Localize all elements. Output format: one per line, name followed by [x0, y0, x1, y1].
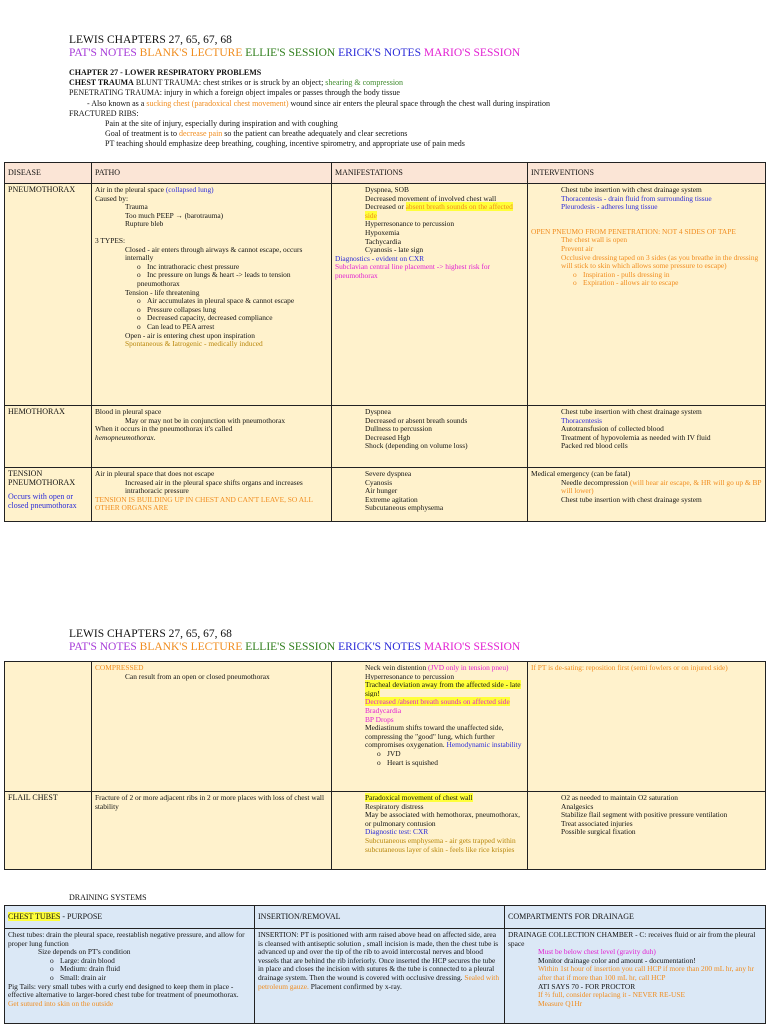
- goal-post: so the patient can breathe adequately and clear secretions: [222, 129, 408, 139]
- size-item: o Small: drain air: [50, 972, 106, 982]
- below-chest: Must be below chest level (gravity duh): [538, 947, 656, 957]
- cause-item: Too much PEEP → (barotrauma): [125, 210, 224, 220]
- desat-note: If PT is de-sating: reposition first (semi fowlers or on injured side): [531, 663, 728, 672]
- patho-line: [95, 186, 328, 195]
- manifestation-item: [335, 681, 524, 698]
- size-item-text: Small: drain air: [60, 972, 106, 982]
- notes-legend: [69, 47, 520, 60]
- patho-a: Air in the pleural space: [95, 185, 166, 194]
- legend-mario: MARIO'S SESSION: [423, 47, 521, 59]
- patho-item: When it occurs in the pneumothorax it's called: [95, 424, 233, 434]
- fractured-ribs-line: FRACTURED RIBS:: [69, 108, 139, 118]
- measure-note: Measure Q1Hr: [538, 998, 583, 1008]
- row-hemothorax: [5, 406, 766, 468]
- intervention-item: Chest tube insertion with chest drainage system: [561, 494, 702, 504]
- subcutaneous-emphysema: Subcutaneous emphysema - air gets trapped within subcutaneous layer of skin - feels like rice krispies: [365, 835, 516, 854]
- closed-type: Closed - air enters through airways & cannot escape, occurs internally: [125, 244, 303, 263]
- col-header-insertion: INSERTION/REMOVAL: [255, 906, 505, 929]
- spontaneous-type: Spontaneous & Iatrogenic - medically induced: [125, 339, 263, 349]
- manifestation-item: Hypoxemia: [365, 227, 400, 237]
- shearing-text: shearing & compression: [325, 78, 404, 88]
- tension-sub-text: Decreased capacity, decreased compliance: [147, 313, 273, 323]
- interventions-pneumothorax: [528, 184, 766, 406]
- intervention-item: Chest tube insertion with chest drainage system: [561, 185, 702, 194]
- draining-systems-title: DRAINING SYSTEMS: [69, 893, 147, 902]
- tension-sub: o Pressure collapses lung: [137, 304, 216, 314]
- chapter-heading: CHAPTER 27 - LOWER RESPIRATORY PROBLEMS: [69, 68, 262, 77]
- manifestation-item: May be associated with hemothorax, pneumothorax, or pulmonary contusion: [365, 810, 520, 828]
- closed-sub-text: Inc pressure on lungs & heart -> leads to tension pneumothorax: [137, 270, 291, 288]
- compressed: COMPRESSED: [95, 663, 144, 672]
- open-pneumo-item: Prevent air: [561, 243, 594, 253]
- cause-item: Trauma: [125, 202, 148, 212]
- col-header-compartments: COMPARTMENTS FOR DRAINAGE: [505, 906, 766, 929]
- manifestation-item: Dullness to percussion: [365, 424, 432, 434]
- sucking-chest-line: [69, 99, 749, 109]
- doc-title: LEWIS CHAPTERS 27, 65, 67, 68: [69, 34, 232, 46]
- compartments-drainage: [505, 929, 766, 1024]
- manifestation-item: [335, 698, 524, 707]
- row-tension-pneumothorax: [5, 468, 766, 522]
- tension-name: TENSION PNEUMOTHORAX: [8, 469, 76, 487]
- size-text: Size depends on PT's condition: [38, 947, 131, 957]
- tension-type: Tension - life threatening: [125, 287, 200, 297]
- manifestation-item: Shock (depending on volume loss): [365, 441, 468, 451]
- diagnostic-test: Diagnostic test: CXR: [365, 827, 429, 837]
- disease-pneumothorax: PNEUMOTHORAX: [5, 184, 92, 406]
- manifestations-tension: [332, 468, 528, 522]
- insertion-removal: [255, 929, 505, 1024]
- col-header-manifestations: MANIFESTATIONS: [332, 163, 528, 184]
- absent-breath-highlight: Decreased /absent breath sounds on affected side: [365, 697, 510, 707]
- insertion-main: INSERTION: PT is positioned with arm raised above head on affected side, area is cleansed with antiseptic solution , small incision is made, then the chest tube is advanced up and over the tip of the rib to avoid intercostal nerves and blood vessels that are behind the rib inferiorly. Once inserted the HCP secures the tube in place and closes the incision with sutures & the tube is connected to a pleural drainage system. Then the wound is covered with occlusive dressing.: [258, 930, 499, 982]
- manifestation-item: Decreased movement of involved chest wall: [365, 193, 497, 203]
- collection-chamber: DRAINAGE COLLECTION CHAMBER - C: receives fluid or air from the pleural space: [508, 930, 756, 948]
- intervention-item: Medical emergency (can be fatal): [531, 469, 631, 478]
- tension-sub-text: Can lead to PEA arrest: [147, 321, 215, 331]
- open-pneumo-sub: o Expiration - allows air to escape: [573, 278, 679, 288]
- tracheal-deviation: Tracheal deviation away from the affected side - late sign!: [365, 680, 521, 698]
- legend-pat: PAT'S NOTES: [69, 47, 137, 59]
- interventions-cont: [528, 662, 766, 792]
- penetrating-line: PENETRATING TRAUMA: injury in which a foreign object impales or passes through the body tissue: [69, 88, 400, 98]
- col-header-disease: DISEASE: [5, 163, 92, 184]
- tension-sub: o Air accumulates in pleural space & cannot escape: [137, 296, 295, 306]
- sucking-pre: - Also known as a: [87, 98, 147, 108]
- closed-sub: o Inc intrathoracic chest pressure: [137, 261, 240, 271]
- open-pneumo-sub: o Inspiration - pulls dressing in: [573, 269, 670, 279]
- size-item-text: Medium: drain fluid: [60, 964, 120, 974]
- row-tension-continued: [5, 662, 766, 792]
- disease-flail-chest: FLAIL CHEST: [5, 792, 92, 870]
- patho-item: May or may not be in conjunction with pneumothorax: [125, 415, 286, 425]
- open-type: Open - air is entering chest upon inspiration: [125, 330, 255, 340]
- row-flail-chest: [5, 792, 766, 870]
- manifestation-item: Hyperresonance to percussion: [365, 219, 455, 229]
- monitor-drainage: Monitor drainage color and amount - documentation!: [538, 955, 696, 965]
- disease-tension: [5, 468, 92, 522]
- legend-ellie: ELLIE'S SESSION: [245, 47, 336, 59]
- chest-trauma-text: BLUNT TRAUMA: chest strikes or is struck by an object;: [133, 78, 326, 88]
- diagnostics: Diagnostics - evident on CXR: [335, 253, 425, 263]
- manifestation-item: Respiratory distress: [365, 801, 424, 811]
- goal-pre: Goal of treatment is to: [105, 129, 179, 139]
- draining-table: [4, 905, 766, 1024]
- mediastinum-shift: Mediastinum shifts toward the unaffected side, compressing the "good" lung, which further compromises oxygenation.: [365, 723, 504, 750]
- manifestation-item: Extreme agitation: [365, 494, 418, 504]
- manifestations-pneumothorax: [332, 184, 528, 406]
- disease-hemothorax: HEMOTHORAX: [5, 406, 92, 468]
- manifestation-item: Tachycardia: [365, 236, 401, 246]
- manifestation-item: [335, 724, 524, 750]
- manifestation-sub: o JVD: [377, 748, 401, 758]
- legend-erick: ERICK'S NOTES: [338, 641, 421, 653]
- purpose-text: Chest tubes: drain the pleural space, reestablish negative pressure, and allow for proper lung function: [8, 930, 245, 948]
- sub-text: Heart is squished: [387, 757, 438, 767]
- draining-row: [5, 929, 766, 1024]
- page-header: [69, 34, 520, 60]
- manifestation-item: Decreased or absent breath sounds: [365, 415, 468, 425]
- cause-item: Rupture bleb: [125, 219, 164, 229]
- manifestation-item: [335, 203, 524, 220]
- manifestation-sub: o Heart is squished: [377, 757, 438, 767]
- purpose-label: - PURPOSE: [60, 911, 103, 921]
- petroleum-gauze: Sealed with petroleum gauze.: [258, 972, 500, 991]
- tension-sub-text: Air accumulates in pleural space & cannot escape: [147, 296, 295, 306]
- manifestation-item: Subcutaneous emphysema: [365, 503, 444, 513]
- legend-mario: MARIO'S SESSION: [423, 641, 521, 653]
- intervention-item: Analgesics: [561, 801, 594, 811]
- pleurodesis: Pleurodesis - adheres lung tissue: [561, 202, 658, 212]
- tension-note: Occurs with open or closed pneumothorax: [8, 492, 77, 510]
- intervention-item: Possible surgical fixation: [561, 827, 636, 837]
- size-item: o Medium: drain fluid: [50, 964, 120, 974]
- open-pneumo-sub-text: Expiration - allows air to escape: [583, 278, 679, 288]
- manifestation-item: Severe dyspnea: [365, 469, 412, 478]
- chest-trauma-label: CHEST TRAUMA: [69, 78, 134, 88]
- patho-pneumothorax: [92, 184, 332, 406]
- intervention-item: Autotransfusion of collected blood: [561, 424, 664, 434]
- legend-blank: BLANK'S LECTURE: [139, 47, 243, 59]
- needle-decomp: Needle decompression: [561, 477, 630, 487]
- manifestation-item: Dyspnea, SOB: [365, 185, 409, 194]
- legend-pat: PAT'S NOTES: [69, 641, 137, 653]
- replace-note: If ⅔ full, consider replacing it - NEVER RE-USE: [538, 990, 685, 1000]
- draining-header-row: [5, 906, 766, 929]
- intro-section: [69, 68, 749, 150]
- patho-item: Can result from an open or closed pneumothorax: [125, 671, 270, 681]
- manifestation-item: Decreased Hgb: [365, 432, 411, 442]
- intervention-item: Packed red blood cells: [561, 441, 628, 451]
- pain-line: Pain at the site of injury, especially during inspiration and with coughing: [105, 119, 338, 129]
- notes-legend: [69, 641, 520, 654]
- manifestation-item: Cyanosis: [365, 477, 393, 487]
- tension-building: TENSION IS BUILDING UP IN CHEST AND CAN'T LEAVE, SO ALL OTHER ORGANS ARE: [95, 494, 313, 513]
- goal-line: [69, 129, 749, 139]
- patho-item: Air in pleural space that does not escape: [95, 469, 215, 478]
- types-heading: 3 TYPES:: [95, 235, 126, 245]
- hemodynamic-instability: Hemodynamic instability: [446, 740, 522, 750]
- interventions-flail-chest: [528, 792, 766, 870]
- caused-by: Caused by:: [95, 193, 129, 203]
- disease-table: [4, 162, 766, 522]
- bradycardia: Bradycardia: [365, 705, 402, 715]
- goal-orange: decrease pain: [178, 129, 223, 139]
- tension-sub-text: Pressure collapses lung: [147, 304, 216, 314]
- sucking-post: wound since air enters the pleural space through the chest wall during inspiration: [288, 98, 550, 108]
- chest-tubes-highlight: CHEST TUBES: [8, 911, 61, 921]
- insertion-post: Placement confirmed by x-ray.: [308, 981, 402, 991]
- intervention-item: Treatment of hypovolemia as needed with IV fluid: [561, 432, 711, 442]
- manifestations-cont: [332, 662, 528, 792]
- sub-text: JVD: [387, 748, 401, 758]
- intervention-item: Stabilize flail segment with positive pressure ventilation: [561, 810, 728, 820]
- manifestation-item: Dyspnea: [365, 407, 391, 416]
- paradoxical-movement: Paradoxical movement of chest wall: [365, 793, 473, 802]
- col-header-patho: PATHO: [92, 163, 332, 184]
- chest-tubes-purpose: [5, 929, 255, 1024]
- manifestation-item: Air hunger: [365, 486, 398, 496]
- size-item-text: Large: drain blood: [60, 955, 115, 965]
- legend-ellie: ELLIE'S SESSION: [245, 641, 336, 653]
- open-pneumo-heading: OPEN PNEUMO FROM PENETRATION: NOT 4 SIDES OF TAPE: [531, 226, 736, 236]
- table-header-row: [5, 163, 766, 184]
- jvd-note: (JVD only in tension pneu): [428, 663, 509, 672]
- manifestations-flail-chest: [332, 792, 528, 870]
- open-pneumo-sub-text: Inspiration - pulls dressing in: [583, 269, 670, 279]
- hemopneumothorax: hemopneumothorax.: [95, 432, 156, 442]
- patho-item: Blood in pleural space: [95, 407, 162, 416]
- col-header-chest-tubes: [5, 906, 255, 929]
- sucking-orange: sucking chest (paradoxical chest movement): [146, 98, 289, 108]
- disease-table-continued: [4, 661, 766, 870]
- pig-tails-note: Get sutured into skin on the outside: [8, 998, 114, 1008]
- bp-drops: BP Drops: [365, 714, 394, 724]
- thoracentesis: Thoracentesis - drain fluid from surrounding tissue: [561, 193, 712, 203]
- intervention-item: Chest tube insertion with chest drainage system: [561, 407, 702, 416]
- closed-sub-text: Inc intrathoracic chest pressure: [147, 261, 240, 271]
- size-item: o Large: drain blood: [50, 955, 115, 965]
- patho-item: Increased air in the pleural space shifts organs and increases intrathoracic pressure: [125, 477, 303, 496]
- absent-breath-highlight: absent breath sounds on the affected side: [365, 202, 513, 220]
- interventions-hemothorax: [528, 406, 766, 468]
- manifestation-item: [335, 794, 524, 803]
- col-header-interventions: INTERVENTIONS: [528, 163, 766, 184]
- neck-vein: Neck vein distention: [365, 663, 429, 672]
- pt-teaching-line: PT teaching should emphasize deep breathing, coughing, incentive spirometry, and appropriate use of pain meds: [105, 139, 465, 149]
- closed-sub: o Inc pressure on lungs & heart -> leads to tension pneumothorax: [137, 270, 291, 288]
- open-pneumo-item: The chest wall is open: [561, 235, 628, 245]
- page-2: [0, 600, 768, 1024]
- page-header: [69, 628, 520, 654]
- legend-blank: BLANK'S LECTURE: [139, 641, 243, 653]
- pig-tails: [8, 983, 251, 1009]
- chest-trauma-line: [69, 78, 749, 88]
- patho-flail-chest: Fracture of 2 or more adjacent ribs in 2 or more places with loss of chest wall stability: [92, 792, 332, 870]
- patho-hemothorax: [92, 406, 332, 468]
- call-hcp: Within 1st hour of insertion you call HCP if more than 200 mL hr, any hr after that if more than 100 mL hr, call HCP: [538, 964, 755, 982]
- doc-title: LEWIS CHAPTERS 27, 65, 67, 68: [69, 628, 232, 640]
- intervention-item: O2 as needed to maintain O2 saturation: [561, 793, 678, 802]
- row-pneumothorax: [5, 184, 766, 406]
- manifestations-hemothorax: [332, 406, 528, 468]
- manifestation-item: Cyanosis - late sign: [365, 245, 424, 255]
- legend-erick: ERICK'S NOTES: [338, 47, 421, 59]
- thoracentesis: Thoracentesis: [561, 415, 603, 425]
- disease-cont: [5, 662, 92, 792]
- subclavian-note: Subclavian central line placement -> highest risk for pneumothorax: [335, 262, 491, 280]
- needle-decomp-note: (will hear air escape, & HR will go up & BP will lower): [561, 477, 762, 496]
- tension-sub: o Can lead to PEA arrest: [137, 321, 215, 331]
- intervention-item: Treat associated injuries: [561, 818, 633, 828]
- pig-tails-text: Pig Tails: very small tubes with a curly end designed to keep them in place - effective alternative to larger-bored chest tube for treatment of pneumothorax.: [8, 981, 239, 1000]
- manifestation-item: Hyperresonance to percussion: [365, 671, 455, 681]
- collapsed-lung: (collapsed lung): [165, 185, 214, 194]
- intervention-item: [531, 479, 762, 496]
- dec-pre: Decreased or: [365, 202, 406, 212]
- insertion-text: [258, 931, 501, 991]
- open-pneumo-item: Occlusive dressing taped on 3 sides (as you breathe in the dressing will stick to skin which allows some pressure to escape): [561, 252, 759, 271]
- interventions-tension: [528, 468, 766, 522]
- patho-cont: [92, 662, 332, 792]
- tension-sub: o Decreased capacity, decreased compliance: [137, 313, 273, 323]
- patho-tension: [92, 468, 332, 522]
- ati-says: ATI SAYS 70 - FOR PROCTOR: [538, 981, 636, 991]
